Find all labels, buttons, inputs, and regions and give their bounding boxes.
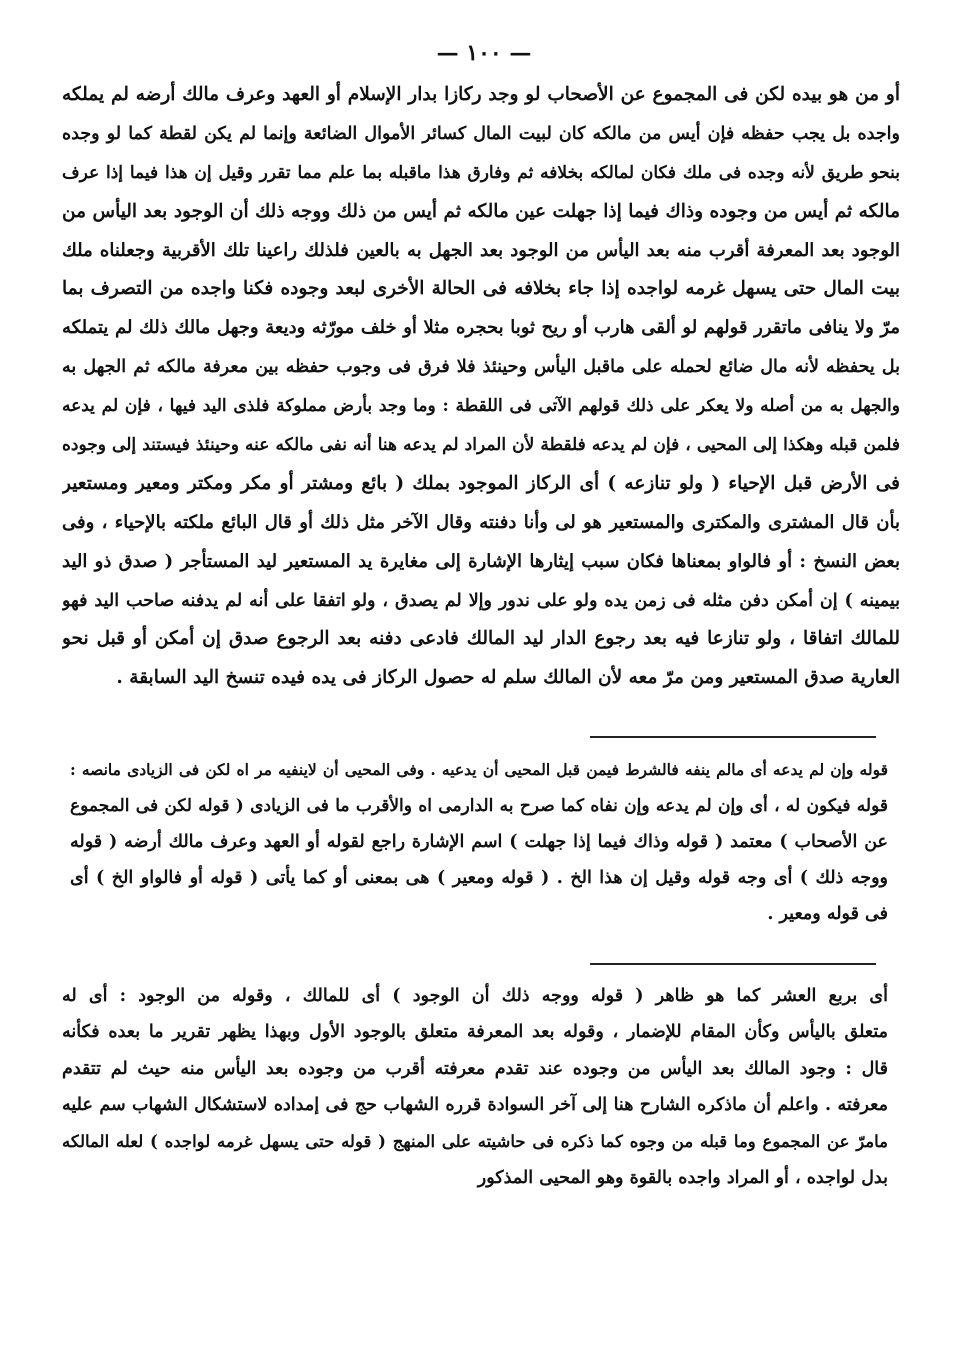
footnote-line: أى بربع العشر كما هو ظاهر ( قوله ووجه ذلك أن الوجود ) أى للمالك ، وقوله من الوجود : أى له (62, 986, 888, 1006)
footnote-block-1 (70, 752, 888, 932)
main-text-block (62, 76, 900, 698)
main-text-line: بنحو طريق لأنه وجده فى ملك فكان لمالكه بخلافه ثم وفارق هذا ماقبله بما علم مما تقرر وقيل إن هذا فيما إذا عرف (62, 162, 900, 183)
footnote-line: بدل لواجده ، أو المراد واجده بالقوة وهو المحيى المذكور (477, 1167, 888, 1188)
footnote-line: قوله وإن لم يدعه أى مالم ينفه فالشرط فيمن قبل المحيى أن يدعيه . وفى المحيى أن لاينفيه مر اه لكن فى الزيادى مانصه : (70, 760, 888, 779)
main-text-line: بأن قال المشترى والمكترى والمستعير هو لى وأنا دفنته وقال الآخر مثل ذلك أو قال البائع ملكته بالإحياء ، وفى (62, 511, 900, 533)
main-text-line: بيمينه ) إن أمكن دفن مثله فى زمن يده ولو على ندور وإلا لم يصدق ، ولو اتفقا على أنه لم يدفنه صاحب اليد فهو (62, 590, 900, 611)
main-text-line: فلمن قبله وهكذا إلى المحيى ، فإن لم يدعه فلقطة لأن المراد لم يدعه هنا أنه نفى مالكه عنه وحينئذ فيستند إلى وجوده (62, 435, 900, 456)
footnote-separator (590, 963, 876, 965)
footnote-line: قال : وجود المالك بعد اليأس من وجوده عند تقدم معرفته أقرب من وجوده بعد اليأس منه حيث لم تتقدم (62, 1058, 888, 1079)
footnote-line: قوله فيكون له ، أى وإن لم يدعه وإن نفاه كما صرح به الدارمى اه والأقرب ما فى الزيادى ( قوله لكن فى المجموع (70, 796, 888, 816)
footnote-line: مامرّ عن المجموع وما قبله من وجوه كما ذكره فى حاشيته على المنهج ( قوله حتى يسهل غرمه لواجده ) لعله المالكه (62, 1131, 888, 1151)
main-text-line: العارية صدق المستعير ومن مرّ معه لأن المالك سلم له حصول الركاز فى يده فيده تنسخ اليد السابقة . (116, 667, 900, 689)
main-text-line: واجده بل يجب حفظه فإن أيس من مالكه كان لبيت المال كسائر الأموال الضائعة وإنما لم يكن لقطة كما لو وجده (62, 123, 900, 144)
footnote-line: فى قوله ومعير . (767, 904, 888, 924)
footnote-line: معرفته . واعلم أن ماذكره الشارح هنا إلى آخر السوادة قرره الشهاب حج فى إمداده لاستشكال الشهاب سم عليه (62, 1095, 888, 1116)
footnote-line: متعلق باليأس وكأن المقام للإضمار ، وقوله بعد المعرفة متعلق بالوجود الأول وبهذا يظهر تقرير ما بعده فكأنه (62, 1022, 888, 1043)
main-text-line: بيت المال حتى يسهل غرمه لواجده إذا جاء بخلافه فى الحالة الأخرى لبعد وجوده فكنا واجده من التصرف بما (62, 278, 900, 300)
footnote-line: ووجه ذلك ) أى وجه قوله وقيل إن هذا الخ . ( قوله ومعير ) هى بمعنى أو كما يأتى ( قوله أو فالواو الخ ) أى (70, 868, 888, 888)
main-text-line: مرّ ولا ينافى ماتقرر قولهم لو ألقى هارب أو ريح ثوبا بحجره مثلا أو خلف مورّثه وديعة وجهل مالك ذلك لم يتملكه (62, 317, 900, 339)
main-text-line: بل يحفظه لأنه مال ضائع لحمله على ماقبل اليأس وحينئذ فلا فرق فى وجوب حفظه بين معرفة مالكه ثم الجهل به (62, 357, 900, 378)
main-text-line: الوجود بعد المعرفة أقرب منه بعد اليأس من الوجود بعد الجهل به بالعين فلذلك راعينا تلك الأقربية وجعلناه ملك (62, 239, 900, 261)
footnote-block-2 (62, 978, 888, 1196)
main-text-line: بعض النسخ : أو فالواو بمعناها فكان سبب إيثارها الإشارة إلى مغايرة يد المستعير ليد المستأجر ( صدق ذو اليد (62, 550, 900, 572)
main-text-line: للمالك اتفاقا ، ولو تنازعا فيه بعد رجوع الدار ليد المالك فادعى دفنه بعد الرجوع صدق إن أمكن أو قبل نحو (62, 628, 900, 650)
main-text-line: فى الأرض قبل الإحياء ( ولو تنازعه ) أى الركاز الموجود بملك ( بائع ومشتر أو مكر ومكتر ومعير ومستعير (62, 472, 900, 494)
footnote-separator (590, 736, 876, 738)
main-text-line: أو من هو بيده لكن فى المجموع عن الأصحاب لو وجد ركازا بدار الإسلام أو العهد وعرف مالك أرضه لم يملكه (62, 84, 900, 105)
page-number: — ١٠٠ — (436, 40, 532, 66)
main-text-line: والجهل به من أصله ولا يعكر على ذلك قولهم الآتى فى اللقطة : وما وجد بأرض مملوكة فلذى اليد فيها ، فإن لم يدعه (62, 396, 900, 417)
footnote-line: عن الأصحاب ) معتمد ( قوله وذاك فيما إذا جهلت ) اسم الإشارة راجع لقوله أو العهد وعرف مالك أرضه ( قوله (70, 832, 888, 852)
main-text-line: مالكه ثم أيس من وجوده وذاك فيما إذا جهلت عين مالكه ثم أيس من ذلك ووجه ذلك أن الوجود بعد اليأس من (62, 200, 900, 222)
